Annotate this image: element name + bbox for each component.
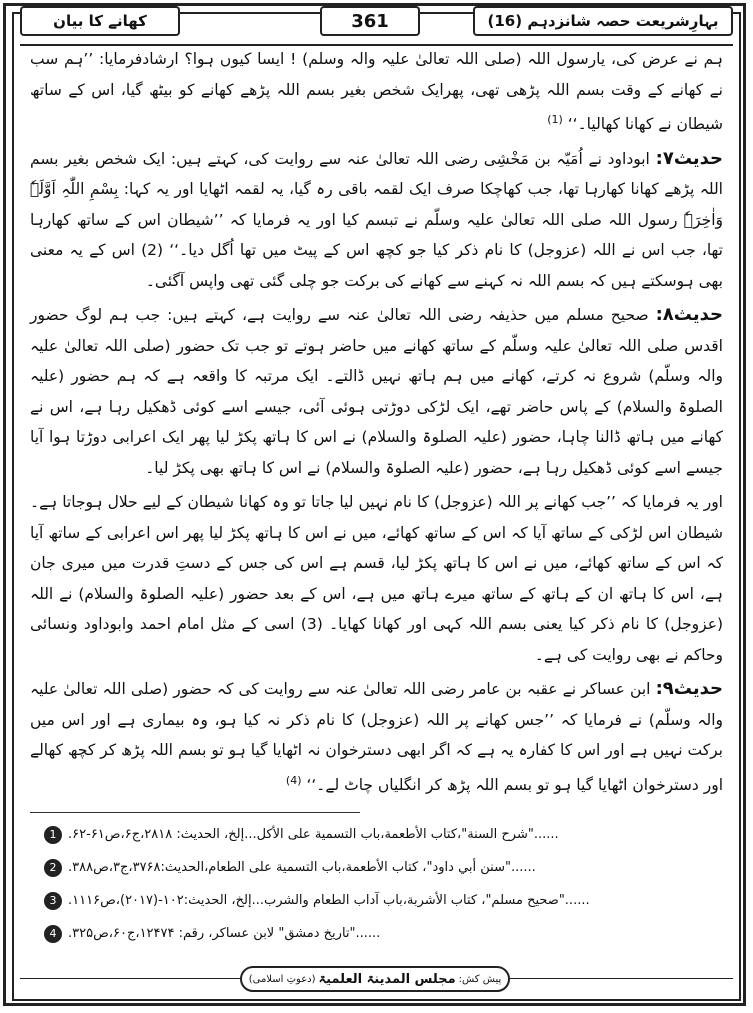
footnote-number: 2: [44, 859, 62, 877]
footer-label: پیش کش:: [458, 973, 502, 985]
page-number: 361: [351, 10, 389, 32]
hadith-heading: حدیث۸:: [655, 304, 723, 326]
book-title: بہارِشریعت حصہ شانزدہم (16): [487, 12, 719, 30]
paragraph: [30, 674, 723, 800]
footnote-item: [44, 818, 724, 851]
paragraph-text: ابوداود نے اُمَیّہ بن مَخْشِی رضی اللہ تعالیٰ عنہ سے روایت کی، کہتے ہیں: ایک شخص بغیر بسم اللہ پڑھے کھانا کھارہا تھا، جب کھاچکا صرف ایک لقمہ باقی رہ گیا، یہ لقمہ اٹھایا اور یہ کہا: بِسْمِ اللّٰہِ اَوَّلَہٗ وَاٰخِرَہٗ رسول اللہ صلی اللہ تعالیٰ علیہ وسلّم نے تبسم کیا اور یہ فرمایا کہ ’’شیطان اس کے ساتھ کھارہا تھا، جب اس نے اللہ (عزوجل) کا نام ذکر کیا جو کچھ اس کے پیٹ میں تھا اُگل دیا۔‘‘ (2) اس کے یہ معنی بھی ہوسکتے ہیں کہ بسم اللہ نہ کہنے سے کھانے کی برکت جو چلی گئی تھی واپس آگئی۔: [30, 149, 723, 290]
page-number-box: [320, 6, 420, 36]
paragraph: [30, 144, 723, 297]
book-title-box: [473, 6, 733, 36]
footnote-number: 4: [44, 925, 62, 943]
hadith-heading: حدیث۷:: [655, 147, 723, 169]
footnote-divider: [30, 812, 360, 813]
paragraph-text: اور یہ فرمایا کہ ’’جب کھانے پر اللہ (عزوجل) کا نام نہیں لیا جاتا تو وہ کھانا شیطان کے لیے حلال ہوجاتا ہے۔ شیطان اس لڑکی کے ساتھ آیا کہ اس کے ساتھ کھائے، میں نے اس کا ہاتھ پکڑ لیا پھر اس اعرابی کے ساتھ آیا کہ اس کے ساتھ کھائے، میں نے اس کا ہاتھ پکڑ لیا، قسم ہے اس کی جس کے دستِ قدرت میں میری جان ہے، اس کا ہاتھ ان کے ہاتھ کے ساتھ میرے ہاتھ میں ہے، اس کے بعد حضور (علیہ الصلوۃ والسلام) نے اللہ (عزوجل) کا نام ذکر کیا یعنی بسم اللہ کہی اور کھانا کھایا۔ (3) اسی کے مثل امام احمد وابوداود ونسائی وحاکم نے بھی روایت کی ہے۔: [30, 493, 723, 664]
footnotes: [44, 818, 724, 950]
paragraph-text: صحیح مسلم میں حذیفہ رضی اللہ تعالیٰ عنہ سے روایت ہے، کہتے ہیں: جب ہم لوگ حضور اقدس صلی اللہ تعالیٰ علیہ وسلّم کے ساتھ کھانے میں حاضر ہوتے تو جب تک حضور (صلی اللہ تعالیٰ علیہ والہ وسلّم) شروع نہ کرتے، کھانے میں ہم ہاتھ نہیں ڈالتے۔ ایک مرتبہ کا واقعہ ہے کہ ہم حضور (علیہ الصلوۃ والسلام) کے پاس حاضر تھے، ایک لڑکی دوڑتی ہوئی آئی، جیسے اسے کوئی ڈھکیل رہا ہے، اس نے کھانے میں ہاتھ ڈالنا چاہا، حضور (علیہ الصلوۃ والسلام) نے اس کا ہاتھ پکڑ لیا پھر ایک اعرابی دوڑتا ہوا آیا جیسے اسے کوئی ڈھکیل رہا ہے، حضور (علیہ الصلوۃ والسلام) نے اس کا ہاتھ بھی پکڑ لیا۔: [30, 306, 723, 477]
footnote-ref: (4): [285, 773, 302, 787]
hadith-heading: حدیث۹:: [655, 678, 723, 700]
footnote-number: 1: [44, 826, 62, 844]
publisher-org: (دعوتِ اسلامی): [248, 973, 316, 985]
chapter-title-box: [20, 6, 180, 36]
paragraph: [30, 300, 723, 483]
publisher-name: مجلس المدینۃ العلمیۃ: [318, 971, 456, 987]
footnote-text: ......"سنن أبي داود"، کتاب الأطعمة،باب التسمیة علی الطعام،الحدیث:۳۷۶۸،ج۳،ص۳۸۸.: [68, 860, 536, 875]
paragraph-text: ابن عساکر نے عقبہ بن عامر رضی اللہ تعالیٰ عنہ سے روایت کی کہ حضور (صلی اللہ تعالیٰ علیہ والہ وسلّم) نے فرمایا کہ ’’جس کھانے پر اللہ (عزوجل) کا نام ذکر نہ کیا ہو، وہ بیماری ہے اور اس میں برکت نہیں ہے اور اس کا کفارہ یہ ہے کہ اگر ابھی دسترخوان نہ اٹھایا گیا ہو تو بسم اللہ پڑھ کر کچھ کھالے اور دسترخوان اٹھایا گیا ہو تو بسم اللہ پڑھ کر انگلیاں چاٹ لے۔‘‘: [30, 680, 723, 794]
chapter-title: کھانے کا بیان: [53, 12, 147, 30]
footnote-text: ......"شرح السنة"،کتاب الأطعمة،باب التسمیة علی الأکل...إلخ، الحدیث: ۲۸۱۸،ج۶،ص۶۱-۶۲.: [68, 827, 559, 842]
footnote-ref: (1): [547, 113, 563, 126]
publisher-footer: [240, 966, 510, 992]
footnote-text: ......"صحیح مسلم"، کتاب الأشربة،باب آداب الطعام والشرب...إلخ، الحدیث:۱۰۲-(۲۰۱۷)،ص۱۱۱۶.: [68, 893, 590, 908]
paragraph-text: ہم نے عرض کی، یارسول اللہ (صلی اللہ تعالیٰ علیہ والہ وسلم) ! ایسا کیوں ہوا؟ ارشادفرمایا: ’’ہم سب نے کھانے کے وقت بسم اللہ پڑھی تھی، پھرایک شخص بغیر بسم اللہ پڑھے کھانے کو بیٹھ گیا، اس کے ساتھ شیطان نے کھانا کھالیا۔‘‘: [30, 50, 723, 134]
footnote-item: [44, 917, 724, 950]
footnote-item: [44, 851, 724, 884]
paragraph: [30, 44, 723, 140]
footnote-item: [44, 884, 724, 917]
paragraph: [30, 487, 723, 670]
footnote-number: 3: [44, 892, 62, 910]
footnote-text: ......"تاریخ دمشق" لابن عساکر، رقم: ۱۲۴۷۴،ج۶۰،ص۳۲۵.: [68, 926, 381, 941]
main-text: [30, 44, 723, 852]
page-header: [20, 6, 733, 40]
